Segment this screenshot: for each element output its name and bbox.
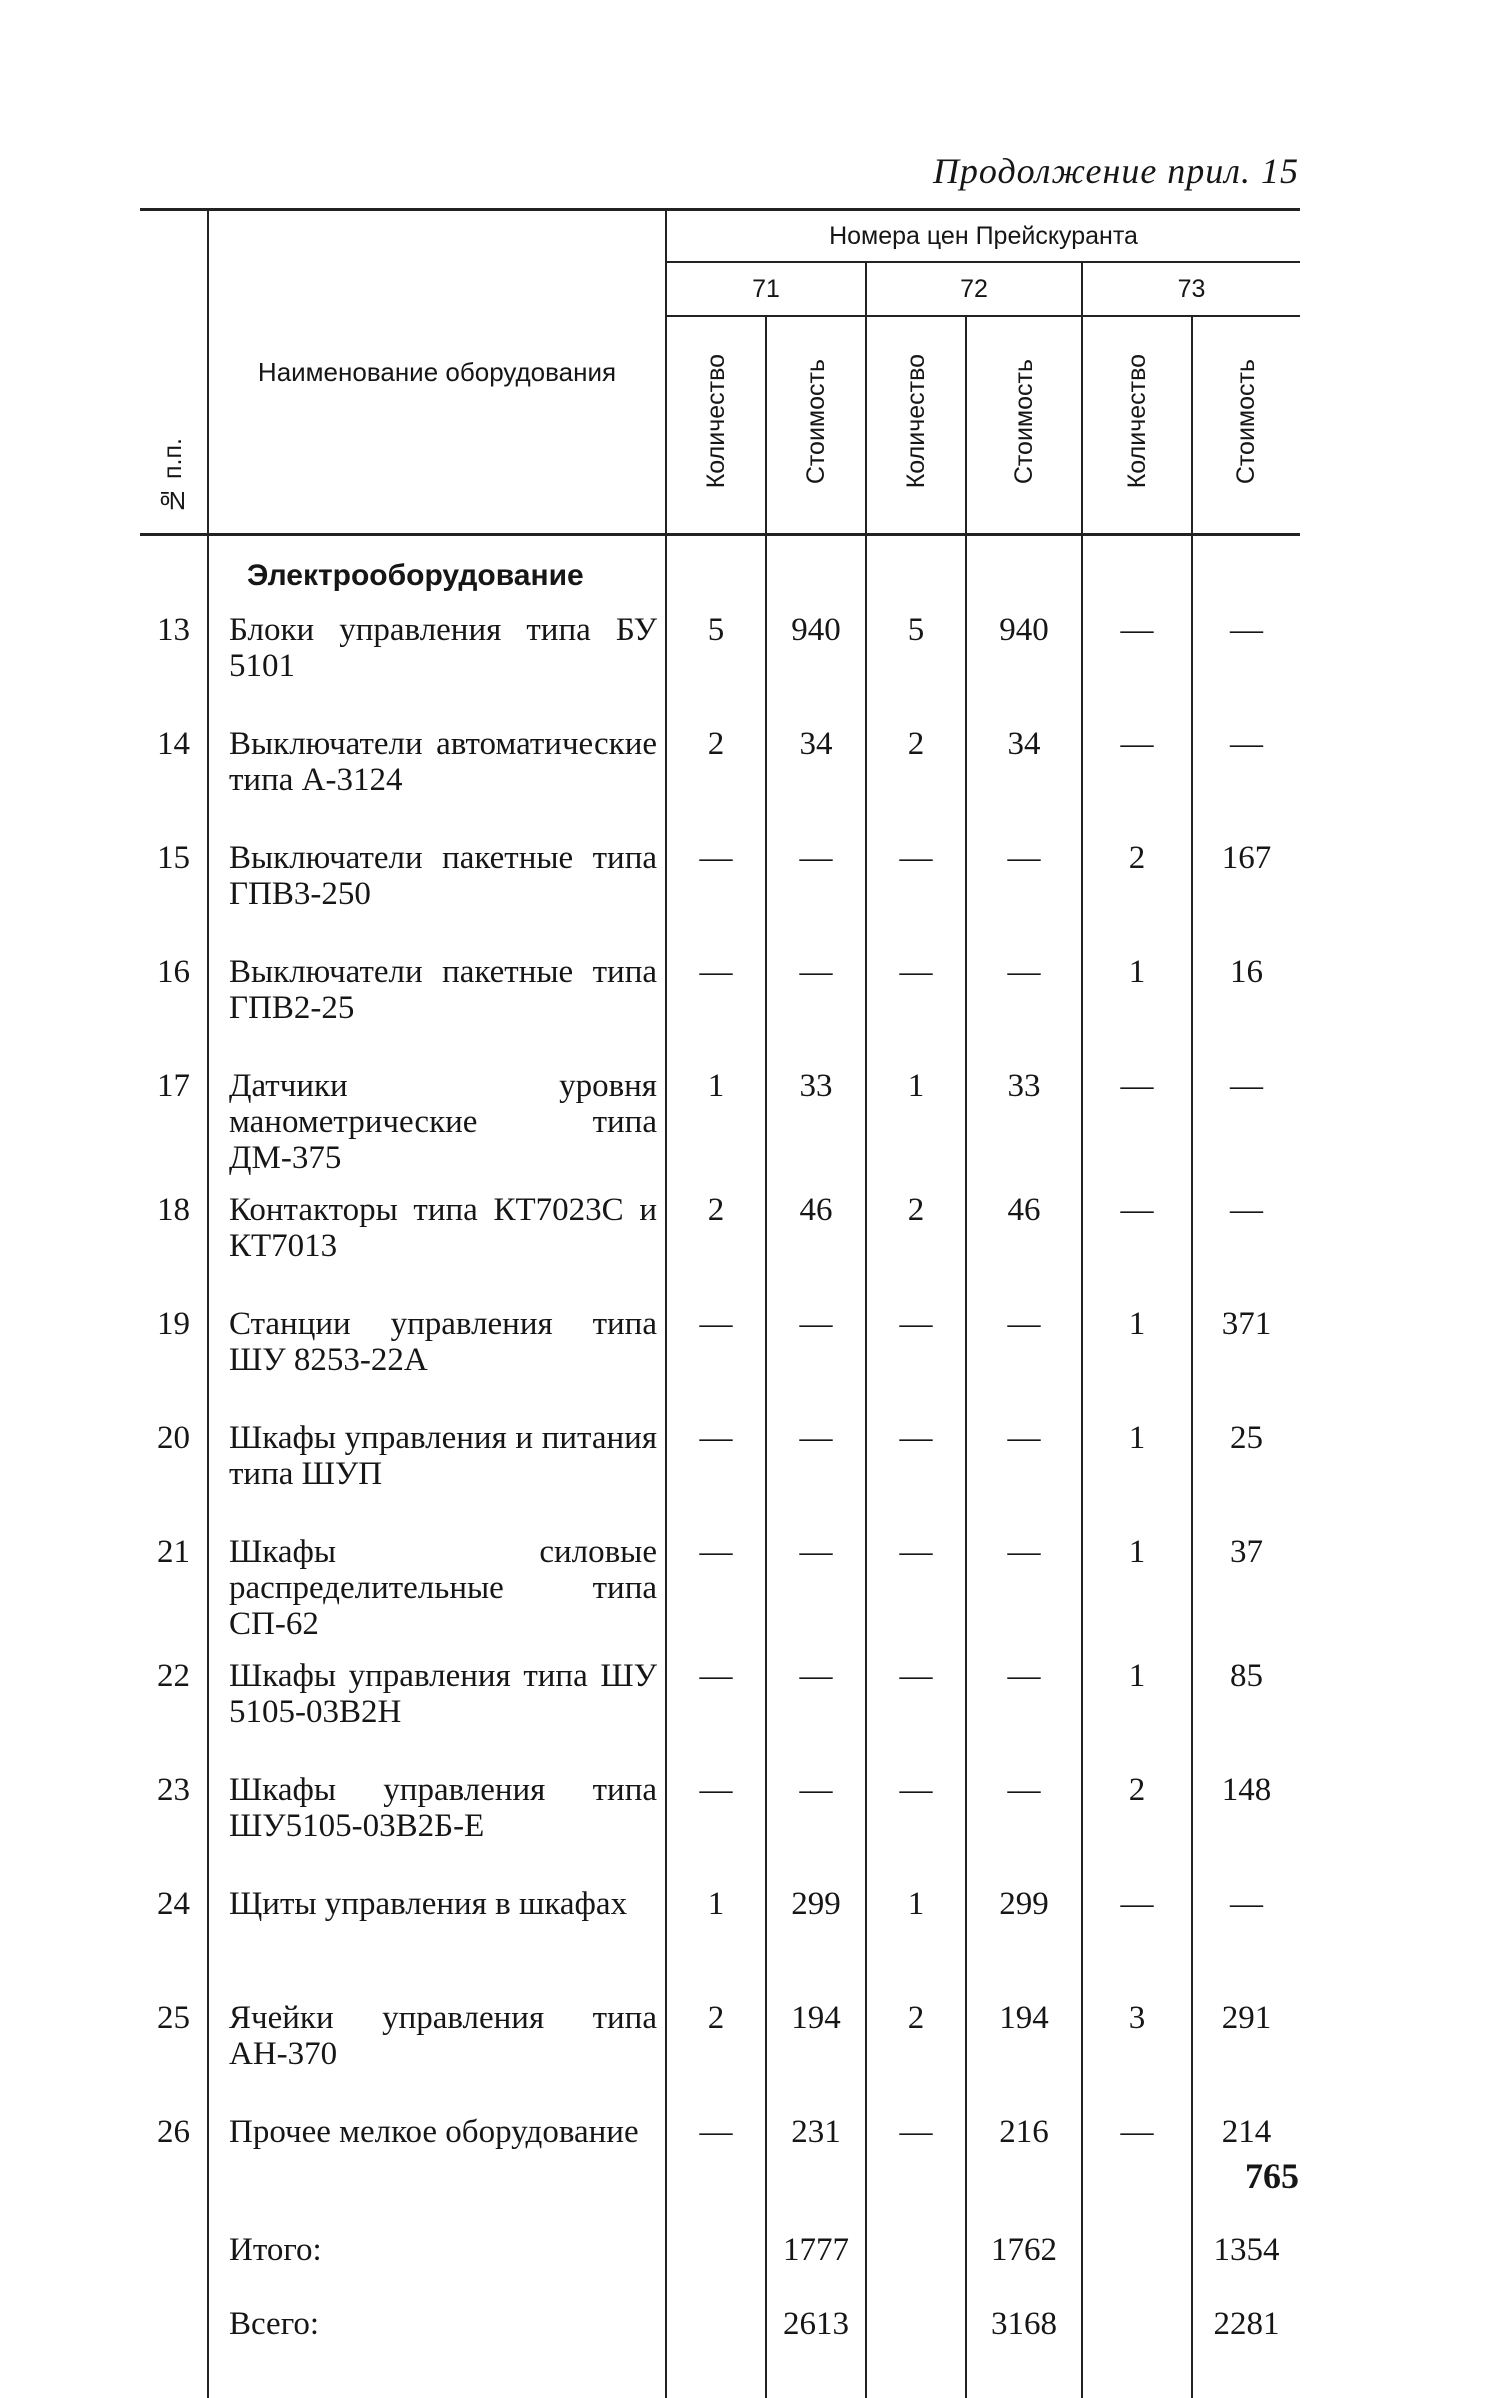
qty-71-cell: 2: [666, 1184, 766, 1298]
cost-72-cell: —: [966, 1412, 1082, 1526]
total-qty-73-cell: [1082, 2220, 1192, 2294]
cost-72-cell: —: [966, 1650, 1082, 1764]
total-label: Итого:: [208, 2220, 666, 2294]
qty-72-cell: —: [866, 1650, 966, 1764]
cost-71-cell: 194: [766, 1992, 866, 2106]
qty-72-cell: —: [866, 2106, 966, 2220]
equipment-name: Выключатели автоматические типа А-3124: [208, 718, 666, 832]
cost-73-cell: 167: [1192, 832, 1300, 946]
price-number-73: 73: [1082, 262, 1300, 316]
equipment-name: Шкафы силовые распределительные типа СП-62: [208, 1526, 666, 1650]
cost-73-cell: —: [1192, 1878, 1300, 1992]
section-title: Электрооборудование: [208, 535, 666, 605]
cost-72-cell: —: [966, 1764, 1082, 1878]
qty-73-cell: 2: [1082, 1764, 1192, 1878]
qty-71-cell: 1: [666, 1878, 766, 1992]
cost-71-cell: 299: [766, 1878, 866, 1992]
equipment-name: Выключатели пакетные типа ГПВ3-250: [208, 832, 666, 946]
table-row: [140, 1060, 1300, 1184]
cost-71-cell: 46: [766, 1184, 866, 1298]
table-row: [140, 604, 1300, 718]
equipment-name: Ячейки управления типа АН-370: [208, 1992, 666, 2106]
qty-71-cell: —: [666, 2106, 766, 2220]
qty-71-cell: —: [666, 1526, 766, 1650]
equipment-name: Шкафы управления типа ШУ 5105-03В2Н: [208, 1650, 666, 1764]
equipment-name: Датчики уровня манометрические типа ДМ-375: [208, 1060, 666, 1184]
column-header-name: Наименование оборудования: [208, 210, 666, 535]
cost-72-cell: 940: [966, 604, 1082, 718]
total-row: [140, 2294, 1300, 2368]
qty-72-cell: 1: [866, 1878, 966, 1992]
qty-71-cell: —: [666, 1764, 766, 1878]
total-qty-71-cell: [666, 2294, 766, 2368]
cost-71-cell: —: [766, 1526, 866, 1650]
row-number: 15: [140, 832, 208, 946]
total-cost-71-cell: 2613: [766, 2294, 866, 2368]
table-row: [140, 1992, 1300, 2106]
table-row: [140, 1764, 1300, 1878]
cost-72-cell: 46: [966, 1184, 1082, 1298]
cost-71-cell: 940: [766, 604, 866, 718]
qty-73-cell: 1: [1082, 1298, 1192, 1412]
total-cost-72-cell: 1762: [966, 2220, 1082, 2294]
cost-73-cell: —: [1192, 1184, 1300, 1298]
qty-73-cell: 1: [1082, 1526, 1192, 1650]
qty-73-cell: 1: [1082, 1650, 1192, 1764]
qty-73-cell: —: [1082, 1060, 1192, 1184]
cost-72-cell: 34: [966, 718, 1082, 832]
equipment-table: [140, 208, 1300, 2398]
table-body: [140, 535, 1300, 2398]
table-row: [140, 1526, 1300, 1650]
total-qty-72-cell: [866, 2220, 966, 2294]
price-number-72: 72: [866, 262, 1082, 316]
equipment-name: Выключатели пакетные типа ГПВ2-25: [208, 946, 666, 1060]
table-row: [140, 1298, 1300, 1412]
row-number: 25: [140, 1992, 208, 2106]
total-cost-73-cell: 2281: [1192, 2294, 1300, 2368]
qty-71-cell: 2: [666, 1992, 766, 2106]
qty-71-cell: 1: [666, 1060, 766, 1184]
qty-72-cell: 2: [866, 1992, 966, 2106]
cost-73-cell: —: [1192, 718, 1300, 832]
qty-72-cell: —: [866, 1764, 966, 1878]
row-number: 22: [140, 1650, 208, 1764]
cost-73-cell: —: [1192, 604, 1300, 718]
total-label: Всего:: [208, 2294, 666, 2368]
cost-73-cell: 214: [1192, 2106, 1300, 2220]
cost-72-cell: —: [966, 832, 1082, 946]
table-row: [140, 832, 1300, 946]
qty-71-cell: —: [666, 1650, 766, 1764]
row-number: 19: [140, 1298, 208, 1412]
total-row-number: [140, 2294, 208, 2368]
total-row-number: [140, 2220, 208, 2294]
cost-72-cell: —: [966, 1526, 1082, 1650]
total-cost-72-cell: 3168: [966, 2294, 1082, 2368]
qty-72-cell: —: [866, 946, 966, 1060]
table-row: [140, 1412, 1300, 1526]
cost-71-cell: 231: [766, 2106, 866, 2220]
row-number: 24: [140, 1878, 208, 1992]
qty-72-cell: 5: [866, 604, 966, 718]
qty-73-cell: 3: [1082, 1992, 1192, 2106]
cost-72-cell: —: [966, 946, 1082, 1060]
equipment-name: Станции управления типа ШУ 8253-22А: [208, 1298, 666, 1412]
qty-72-cell: —: [866, 1412, 966, 1526]
cost-72-cell: 299: [966, 1878, 1082, 1992]
qty-73-cell: 1: [1082, 946, 1192, 1060]
row-number: 20: [140, 1412, 208, 1526]
row-number: 21: [140, 1526, 208, 1650]
cost-71-cell: —: [766, 946, 866, 1060]
row-number: 16: [140, 946, 208, 1060]
total-qty-71-cell: [666, 2220, 766, 2294]
cost-71-cell: —: [766, 1650, 866, 1764]
qty-73-cell: —: [1082, 1184, 1192, 1298]
cost-71-cell: —: [766, 832, 866, 946]
qty-71-cell: —: [666, 1298, 766, 1412]
cost-72-cell: 194: [966, 1992, 1082, 2106]
table-tail-row: [140, 2368, 1300, 2398]
cost-71-cell: —: [766, 1412, 866, 1526]
qty-72-cell: 2: [866, 1184, 966, 1298]
qty-71-cell: —: [666, 946, 766, 1060]
cost-header-71: Стоимость: [766, 316, 866, 535]
continuation-label: Продолжение прил. 15: [933, 150, 1299, 192]
section-row: [140, 535, 1300, 605]
equipment-name: Прочее мелкое оборудование: [208, 2106, 666, 2220]
qty-73-cell: —: [1082, 2106, 1192, 2220]
cost-73-cell: 371: [1192, 1298, 1300, 1412]
cost-73-cell: 85: [1192, 1650, 1300, 1764]
cost-73-cell: 25: [1192, 1412, 1300, 1526]
row-number: 26: [140, 2106, 208, 2220]
row-number: 13: [140, 604, 208, 718]
cost-71-cell: —: [766, 1764, 866, 1878]
total-row: [140, 2220, 1300, 2294]
cost-73-cell: 37: [1192, 1526, 1300, 1650]
cost-73-cell: 291: [1192, 1992, 1300, 2106]
total-cost-73-cell: 1354: [1192, 2220, 1300, 2294]
qty-72-cell: —: [866, 1526, 966, 1650]
table-row: [140, 946, 1300, 1060]
equipment-name: Блоки управления типа БУ 5101: [208, 604, 666, 718]
column-header-number: № п.п.: [140, 210, 208, 535]
row-number: 18: [140, 1184, 208, 1298]
table-row: [140, 1184, 1300, 1298]
row-number: 14: [140, 718, 208, 832]
cost-73-cell: 148: [1192, 1764, 1300, 1878]
total-cost-71-cell: 1777: [766, 2220, 866, 2294]
qty-72-cell: 1: [866, 1060, 966, 1184]
price-number-71: 71: [666, 262, 866, 316]
qty-72-cell: 2: [866, 718, 966, 832]
qty-73-cell: —: [1082, 604, 1192, 718]
cost-73-cell: —: [1192, 1060, 1300, 1184]
qty-73-cell: —: [1082, 718, 1192, 832]
qty-71-cell: 2: [666, 718, 766, 832]
qty-71-cell: 5: [666, 604, 766, 718]
qty-header-72: Количество: [866, 316, 966, 535]
cost-71-cell: —: [766, 1298, 866, 1412]
table-row: [140, 1878, 1300, 1992]
column-header-price-numbers: Номера цен Прейскуранта: [666, 210, 1300, 263]
table-row: [140, 718, 1300, 832]
total-qty-72-cell: [866, 2294, 966, 2368]
row-number: 23: [140, 1764, 208, 1878]
equipment-name: Контакторы типа КТ7023С и КТ7013: [208, 1184, 666, 1298]
qty-72-cell: —: [866, 832, 966, 946]
qty-header-71: Количество: [666, 316, 766, 535]
qty-header-73: Количество: [1082, 316, 1192, 535]
table-row: [140, 1650, 1300, 1764]
cost-71-cell: 34: [766, 718, 866, 832]
page-number: 765: [1245, 2155, 1299, 2197]
cost-header-73: Стоимость: [1192, 316, 1300, 535]
row-number: 17: [140, 1060, 208, 1184]
qty-73-cell: 1: [1082, 1412, 1192, 1526]
cost-73-cell: 16: [1192, 946, 1300, 1060]
equipment-name: Шкафы управления и питания типа ШУП: [208, 1412, 666, 1526]
qty-72-cell: —: [866, 1298, 966, 1412]
qty-73-cell: —: [1082, 1878, 1192, 1992]
cost-72-cell: 216: [966, 2106, 1082, 2220]
cost-71-cell: 33: [766, 1060, 866, 1184]
qty-71-cell: —: [666, 832, 766, 946]
qty-73-cell: 2: [1082, 832, 1192, 946]
qty-71-cell: —: [666, 1412, 766, 1526]
cost-header-72: Стоимость: [966, 316, 1082, 535]
table-row: [140, 2106, 1300, 2220]
total-qty-73-cell: [1082, 2294, 1192, 2368]
equipment-table-container: [140, 208, 1300, 2398]
cost-72-cell: 33: [966, 1060, 1082, 1184]
equipment-name: Щиты управления в шкафах: [208, 1878, 666, 1992]
equipment-name: Шкафы управления типа ШУ5105-03В2Б-Е: [208, 1764, 666, 1878]
cost-72-cell: —: [966, 1298, 1082, 1412]
